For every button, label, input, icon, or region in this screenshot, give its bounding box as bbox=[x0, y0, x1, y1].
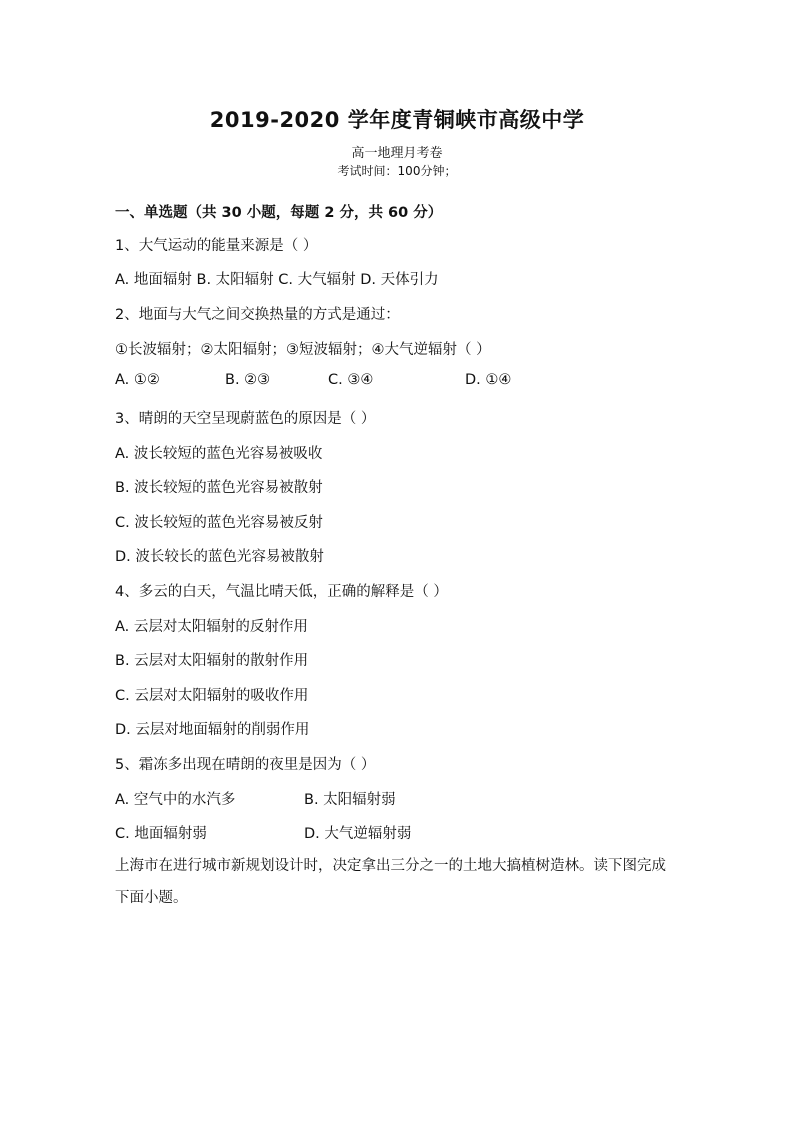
reading-passage: 上海市在进行城市新规划设计时，决定拿出三分之一的土地大搞植树造林。读下图完成下面小题。 bbox=[115, 858, 666, 906]
exam-time: 考试时间：100分钟； bbox=[337, 164, 457, 178]
exam-subtitle: 高一地理月考卷 bbox=[351, 146, 443, 161]
question-3-option-a: A. 波长较短的蓝色光容易被吸收 bbox=[115, 446, 323, 462]
question-2-option-b: B. ②③ bbox=[225, 372, 271, 388]
question-2-items: ①长波辐射；②太阳辐射；③短波辐射；④大气逆辐射（ ） bbox=[115, 342, 491, 358]
question-2-option-d: D. ①④ bbox=[465, 372, 512, 388]
question-4-option-c: C. 云层对太阳辐射的吸收作用 bbox=[115, 688, 309, 704]
question-5-option-c: C. 地面辐射弱 bbox=[115, 826, 207, 842]
question-3-stem: 3、晴朗的天空呈现蔚蓝色的原因是（ ） bbox=[115, 411, 376, 427]
exam-title: 2019-2020 学年度青铜峡市高级中学 bbox=[209, 108, 585, 132]
question-5-option-a: A. 空气中的水汽多 bbox=[115, 792, 236, 808]
question-3-option-c: C. 波长较短的蓝色光容易被反射 bbox=[115, 515, 323, 531]
question-4-stem: 4、多云的白天，气温比晴天低，正确的解释是（ ） bbox=[115, 584, 448, 600]
question-5-option-b: B. 太阳辐射弱 bbox=[304, 792, 396, 808]
question-4-option-d: D. 云层对地面辐射的削弱作用 bbox=[115, 722, 310, 738]
question-2-option-c: C. ③④ bbox=[328, 372, 374, 388]
question-3-option-b: B. 波长较短的蓝色光容易被散射 bbox=[115, 480, 323, 496]
question-1-stem: 1、大气运动的能量来源是（ ） bbox=[115, 238, 318, 254]
question-1-options: A. 地面辐射 B. 太阳辐射 C. 大气辐射 D. 天体引力 bbox=[115, 272, 439, 288]
section-heading: 一、单选题（共 30 小题，每题 2 分，共 60 分） bbox=[115, 205, 443, 221]
question-2-stem: 2、地面与大气之间交换热量的方式是通过： bbox=[115, 307, 400, 323]
question-3-option-d: D. 波长较长的蓝色光容易被散射 bbox=[115, 549, 324, 565]
question-4-option-b: B. 云层对太阳辐射的散射作用 bbox=[115, 653, 309, 669]
question-2-option-a: A. ①② bbox=[115, 372, 160, 388]
question-4-option-a: A. 云层对太阳辐射的反射作用 bbox=[115, 619, 308, 635]
question-5-stem: 5、霜冻多出现在晴朗的夜里是因为（ ） bbox=[115, 757, 376, 773]
question-5-option-d: D. 大气逆辐射弱 bbox=[304, 826, 412, 842]
